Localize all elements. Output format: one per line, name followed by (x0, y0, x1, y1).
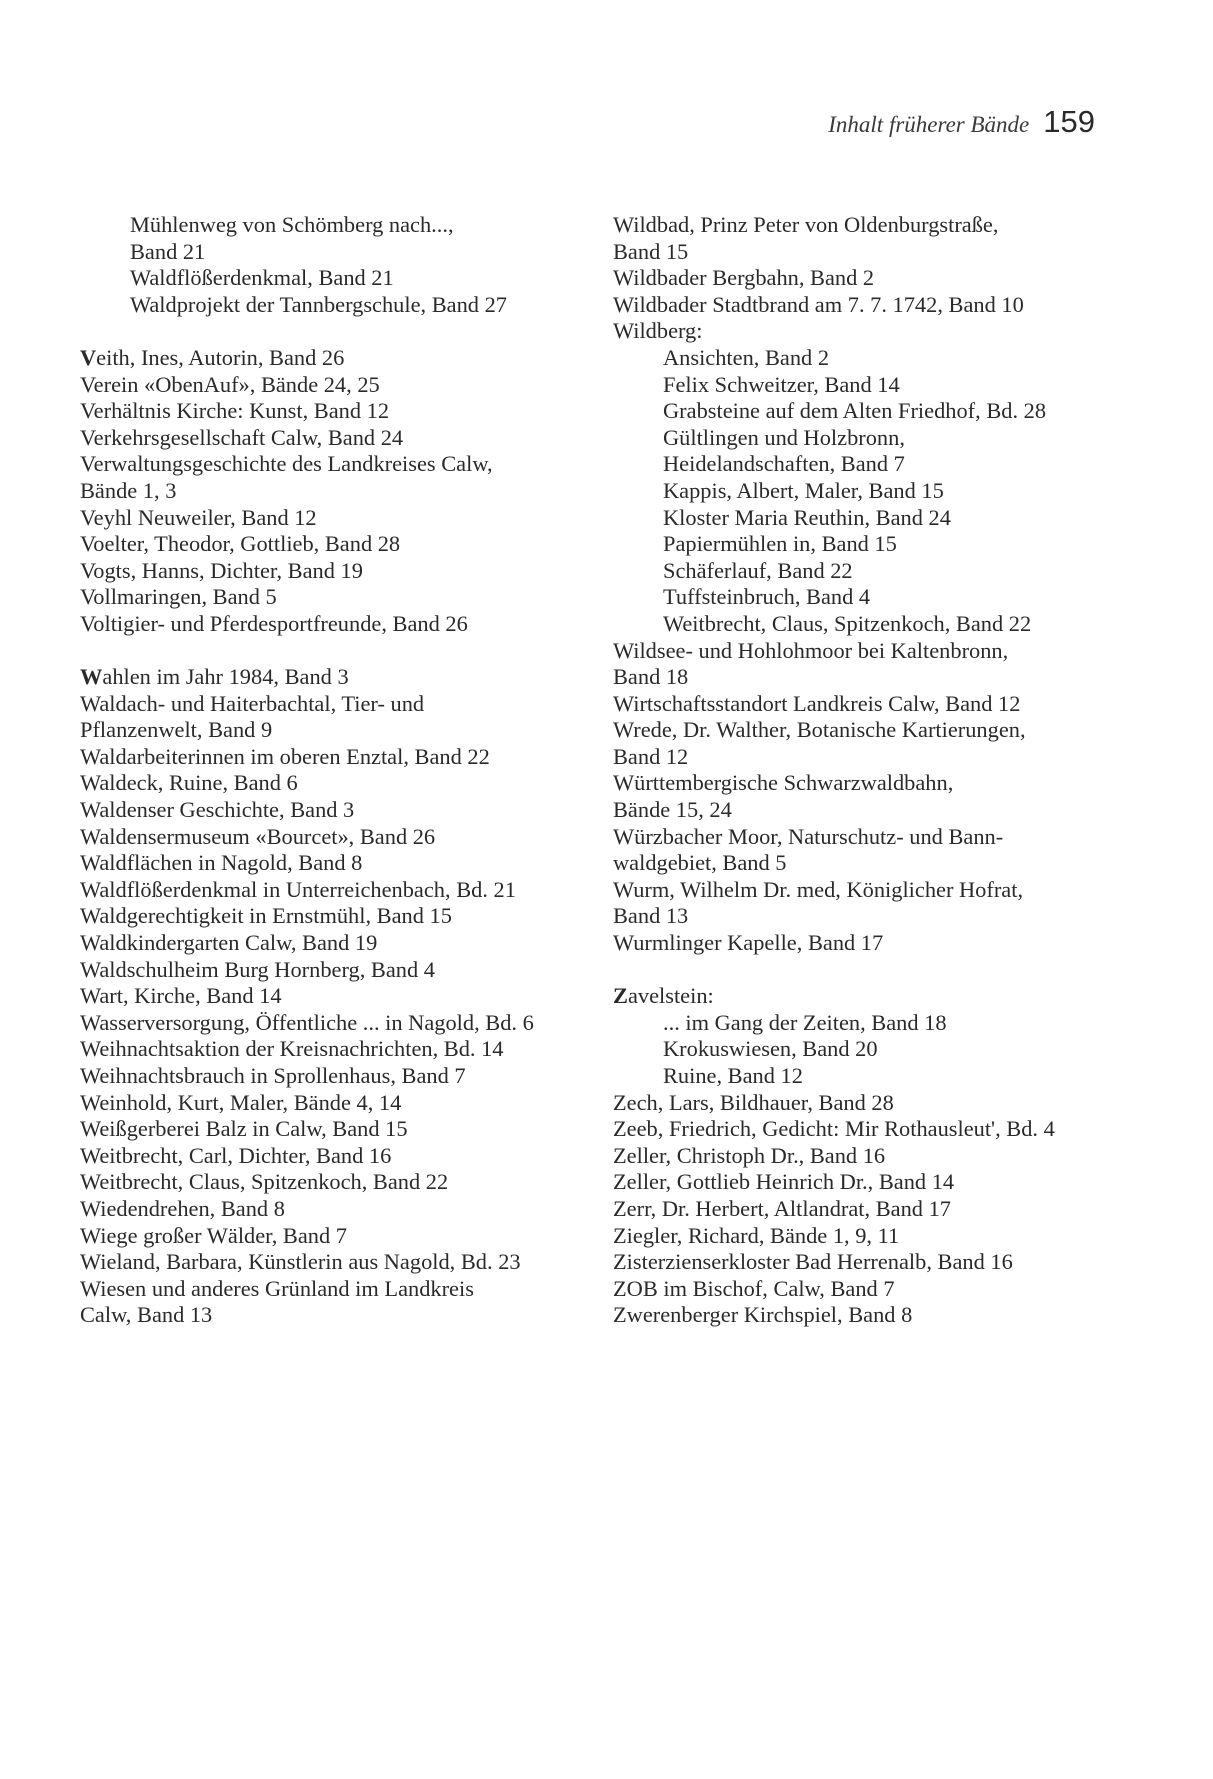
entry-text: Ansichten, Band 2 (663, 344, 830, 370)
index-entry (80, 1196, 580, 1223)
entry-text: ahlen im Jahr 1984, Band 3 (102, 664, 349, 690)
section-gap (80, 638, 580, 665)
index-entry (80, 877, 580, 904)
entry-text: Verwaltungsgeschichte des Landkreises Calw, (80, 451, 493, 477)
entry-text: Waldach- und Haiterbachtal, Tier- und (80, 690, 425, 716)
index-entry (613, 1090, 1133, 1117)
entry-text: Bände 1, 3 (80, 477, 177, 503)
entry-text: Wildberg: (613, 318, 703, 344)
index-entry (613, 1302, 1133, 1329)
entry-text: Heidelandschaften, Band 7 (663, 451, 905, 477)
index-entry (80, 1036, 580, 1063)
entry-text: Papiermühlen in, Band 15 (663, 531, 897, 557)
index-subentry (613, 372, 1133, 399)
index-subentry (613, 425, 1133, 452)
index-entry (80, 611, 580, 638)
entry-text: Weihnachtsaktion der Kreisnachrichten, Bd. 14 (80, 1036, 504, 1062)
section-initial: V (80, 344, 97, 370)
index-entry (80, 903, 580, 930)
index-entry (80, 372, 580, 399)
entry-text: Wieland, Barbara, Künstlerin aus Nagold, Bd. 23 (80, 1249, 521, 1275)
section-initial: W (80, 664, 103, 690)
entry-text: Band 15 (613, 238, 689, 264)
index-entry (80, 930, 580, 957)
entry-text: Verkehrsgesellschaft Calw, Band 24 (80, 424, 404, 450)
entry-text: Tuffsteinbruch, Band 4 (663, 584, 871, 610)
index-column-right (613, 212, 1133, 1329)
index-entry (613, 744, 1133, 771)
index-entry (80, 1276, 580, 1303)
index-entry (613, 903, 1133, 930)
entry-text: Calw, Band 13 (80, 1302, 213, 1328)
entry-text: Kappis, Albert, Maler, Band 15 (663, 477, 944, 503)
entry-text: Wiege großer Wälder, Band 7 (80, 1222, 347, 1248)
entry-text: Würzbacher Moor, Naturschutz- und Bann- (613, 823, 1004, 849)
entry-text: Band 12 (613, 743, 689, 769)
entry-text: Vollmaringen, Band 5 (80, 584, 277, 610)
index-entry (613, 1276, 1133, 1303)
entry-text: Wildbad, Prinz Peter von Oldenburgstraße, (613, 212, 999, 237)
index-entry (613, 292, 1133, 319)
entry-text: Weinhold, Kurt, Maler, Bände 4, 14 (80, 1089, 402, 1115)
section-gap (80, 318, 580, 345)
entry-text: Württembergische Schwarzwaldbahn, (613, 770, 954, 796)
entry-text: Waldkindergarten Calw, Band 19 (80, 930, 378, 956)
entry-text: Wiesen und anderes Grünland im Landkreis (80, 1275, 474, 1301)
index-entry (80, 1302, 580, 1329)
index-entry (80, 957, 580, 984)
entry-text: Waldensermuseum «Bourcet», Band 26 (80, 823, 436, 849)
entry-text: ZOB im Bischof, Calw, Band 7 (613, 1275, 895, 1301)
index-subentry (613, 584, 1133, 611)
index-entry (80, 1010, 580, 1037)
entry-text: Zisterzienserkloster Bad Herrenalb, Band 16 (613, 1249, 1013, 1275)
index-subentry (613, 1036, 1133, 1063)
index-entry (613, 1249, 1133, 1276)
index-entry (80, 345, 580, 372)
entry-text: Band 21 (130, 238, 206, 264)
entry-text: Zeeb, Friedrich, Gedicht: Mir Rothausleut', Bd. 4 (613, 1116, 1055, 1142)
entry-text: Waldgerechtigkeit in Ernstmühl, Band 15 (80, 903, 452, 929)
index-entry (613, 638, 1133, 665)
index-entry (80, 744, 580, 771)
entry-text: Krokuswiesen, Band 20 (663, 1036, 878, 1062)
index-entry (613, 239, 1133, 266)
entry-text: Waldenser Geschichte, Band 3 (80, 797, 355, 823)
index-subentry (613, 398, 1133, 425)
index-subentry (80, 239, 580, 266)
entry-text: Waldflächen in Nagold, Band 8 (80, 850, 363, 876)
index-entry (80, 505, 580, 532)
index-entry (613, 318, 1133, 345)
entry-text: Voltigier- und Pferdesportfreunde, Band 26 (80, 610, 468, 636)
entry-text: Wildbader Stadtbrand am 7. 7. 1742, Band 10 (613, 291, 1024, 317)
index-entry (80, 1116, 580, 1143)
index-column-left (80, 212, 580, 1329)
index-entry (80, 1063, 580, 1090)
entry-text: Waldflößerdenkmal in Unterreichenbach, Bd. 21 (80, 876, 516, 902)
index-entry (80, 1249, 580, 1276)
section-gap (613, 957, 1133, 984)
index-entry (613, 664, 1133, 691)
entry-text: Verein «ObenAuf», Bände 24, 25 (80, 371, 380, 397)
entry-text: Pflanzenwelt, Band 9 (80, 717, 273, 743)
entry-text: Zwerenberger Kirchspiel, Band 8 (613, 1302, 913, 1328)
index-entry (80, 558, 580, 585)
entry-text: Wildsee- und Hohlohmoor bei Kaltenbronn, (613, 637, 1009, 663)
index-entry (613, 691, 1133, 718)
entry-text: Wrede, Dr. Walther, Botanische Kartierungen, (613, 717, 1026, 743)
index-subentry (80, 265, 580, 292)
entry-text: Zeller, Christoph Dr., Band 16 (613, 1142, 886, 1168)
index-subentry (613, 558, 1133, 585)
entry-text: Waldschulheim Burg Hornberg, Band 4 (80, 956, 435, 982)
entry-text: Wurmlinger Kapelle, Band 17 (613, 930, 884, 956)
index-entry (80, 425, 580, 452)
entry-text: Gültlingen und Holzbronn, (663, 424, 905, 450)
index-entry (613, 824, 1133, 851)
index-entry (80, 584, 580, 611)
index-subentry (613, 611, 1133, 638)
index-entry (613, 212, 1133, 239)
entry-text: Vogts, Hanns, Dichter, Band 19 (80, 557, 363, 583)
index-subentry (613, 451, 1133, 478)
index-entry (80, 451, 580, 478)
entry-text: Felix Schweitzer, Band 14 (663, 371, 900, 397)
entry-text: ... im Gang der Zeiten, Band 18 (663, 1009, 947, 1035)
section-initial: Z (613, 983, 628, 1009)
entry-text: Voelter, Theodor, Gottlieb, Band 28 (80, 531, 401, 557)
index-entry (613, 850, 1133, 877)
index-entry (80, 398, 580, 425)
entry-text: Waldflößerdenkmal, Band 21 (130, 265, 394, 291)
entry-text: Schäferlauf, Band 22 (663, 557, 853, 583)
entry-text: Kloster Maria Reuthin, Band 24 (663, 504, 951, 530)
entry-text: Weißgerberei Balz in Calw, Band 15 (80, 1116, 408, 1142)
index-entry (80, 850, 580, 877)
entry-text: Weitbrecht, Claus, Spitzenkoch, Band 22 (80, 1169, 449, 1195)
entry-text: Veyhl Neuweiler, Band 12 (80, 504, 317, 530)
entry-text: Verhältnis Kirche: Kunst, Band 12 (80, 398, 390, 424)
index-entry (613, 1223, 1133, 1250)
entry-text: Waldprojekt der Tannbergschule, Band 27 (130, 291, 507, 317)
entry-text: eith, Ines, Autorin, Band 26 (96, 344, 345, 370)
entry-text: Wildbader Bergbahn, Band 2 (613, 265, 875, 291)
running-title: Inhalt früherer Bände (828, 112, 1030, 137)
index-entry (80, 1223, 580, 1250)
entry-text: waldgebiet, Band 5 (613, 850, 787, 876)
index-entry (80, 691, 580, 718)
index-entry (80, 531, 580, 558)
entry-text: Wurm, Wilhelm Dr. med, Königlicher Hofrat, (613, 876, 1024, 902)
entry-text: Mühlenweg von Schömberg nach..., (130, 212, 454, 237)
entry-text: avelstein: (627, 983, 714, 1009)
index-entry (80, 770, 580, 797)
index-entry (613, 930, 1133, 957)
index-entry (613, 717, 1133, 744)
page-number: 159 (1043, 104, 1095, 139)
index-entry (80, 824, 580, 851)
index-entry (613, 877, 1133, 904)
index-entry (80, 717, 580, 744)
entry-text: Band 18 (613, 664, 689, 690)
index-entry (80, 478, 580, 505)
index-subentry (613, 478, 1133, 505)
index-entry (613, 1143, 1133, 1170)
entry-text: Weitbrecht, Claus, Spitzenkoch, Band 22 (663, 610, 1032, 636)
index-entry (613, 770, 1133, 797)
index-entry (613, 1196, 1133, 1223)
index-entry (613, 797, 1133, 824)
entry-text: Wiedendrehen, Band 8 (80, 1195, 285, 1221)
entry-text: Zech, Lars, Bildhauer, Band 28 (613, 1089, 894, 1115)
entry-text: Zeller, Gottlieb Heinrich Dr., Band 14 (613, 1169, 955, 1195)
entry-text: Zerr, Dr. Herbert, Altlandrat, Band 17 (613, 1195, 951, 1221)
index-entry (80, 1090, 580, 1117)
index-subentry (613, 1010, 1133, 1037)
entry-text: Wasserversorgung, Öffentliche ... in Nagold, Bd. 6 (80, 1009, 534, 1035)
entry-text: Wart, Kirche, Band 14 (80, 983, 282, 1009)
index-entry (613, 1169, 1133, 1196)
index-entry (80, 664, 580, 691)
entry-text: Waldarbeiterinnen im oberen Enztal, Band 22 (80, 743, 490, 769)
index-entry (80, 983, 580, 1010)
entry-text: Ruine, Band 12 (663, 1063, 803, 1088)
entry-text: Weitbrecht, Carl, Dichter, Band 16 (80, 1142, 392, 1168)
entry-text: Wirtschaftsstandort Landkreis Calw, Band 12 (613, 690, 1021, 716)
index-entry (613, 1116, 1133, 1143)
entry-text: Bände 15, 24 (613, 797, 732, 823)
index-subentry (80, 212, 580, 239)
index-entry (613, 983, 1133, 1010)
page-header (828, 104, 1095, 140)
index-entry (80, 1169, 580, 1196)
index-subentry (613, 1063, 1133, 1090)
entry-text: Weihnachtsbrauch in Sprollenhaus, Band 7 (80, 1063, 466, 1088)
index-subentry (613, 531, 1133, 558)
entry-text: Band 13 (613, 903, 689, 929)
index-subentry (80, 292, 580, 319)
entry-text: Ziegler, Richard, Bände 1, 9, 11 (613, 1222, 900, 1248)
index-subentry (613, 505, 1133, 532)
entry-text: Grabsteine auf dem Alten Friedhof, Bd. 28 (663, 398, 1047, 424)
index-entry (613, 265, 1133, 292)
index-entry (80, 1143, 580, 1170)
index-entry (80, 797, 580, 824)
index-subentry (613, 345, 1133, 372)
entry-text: Waldeck, Ruine, Band 6 (80, 770, 298, 796)
